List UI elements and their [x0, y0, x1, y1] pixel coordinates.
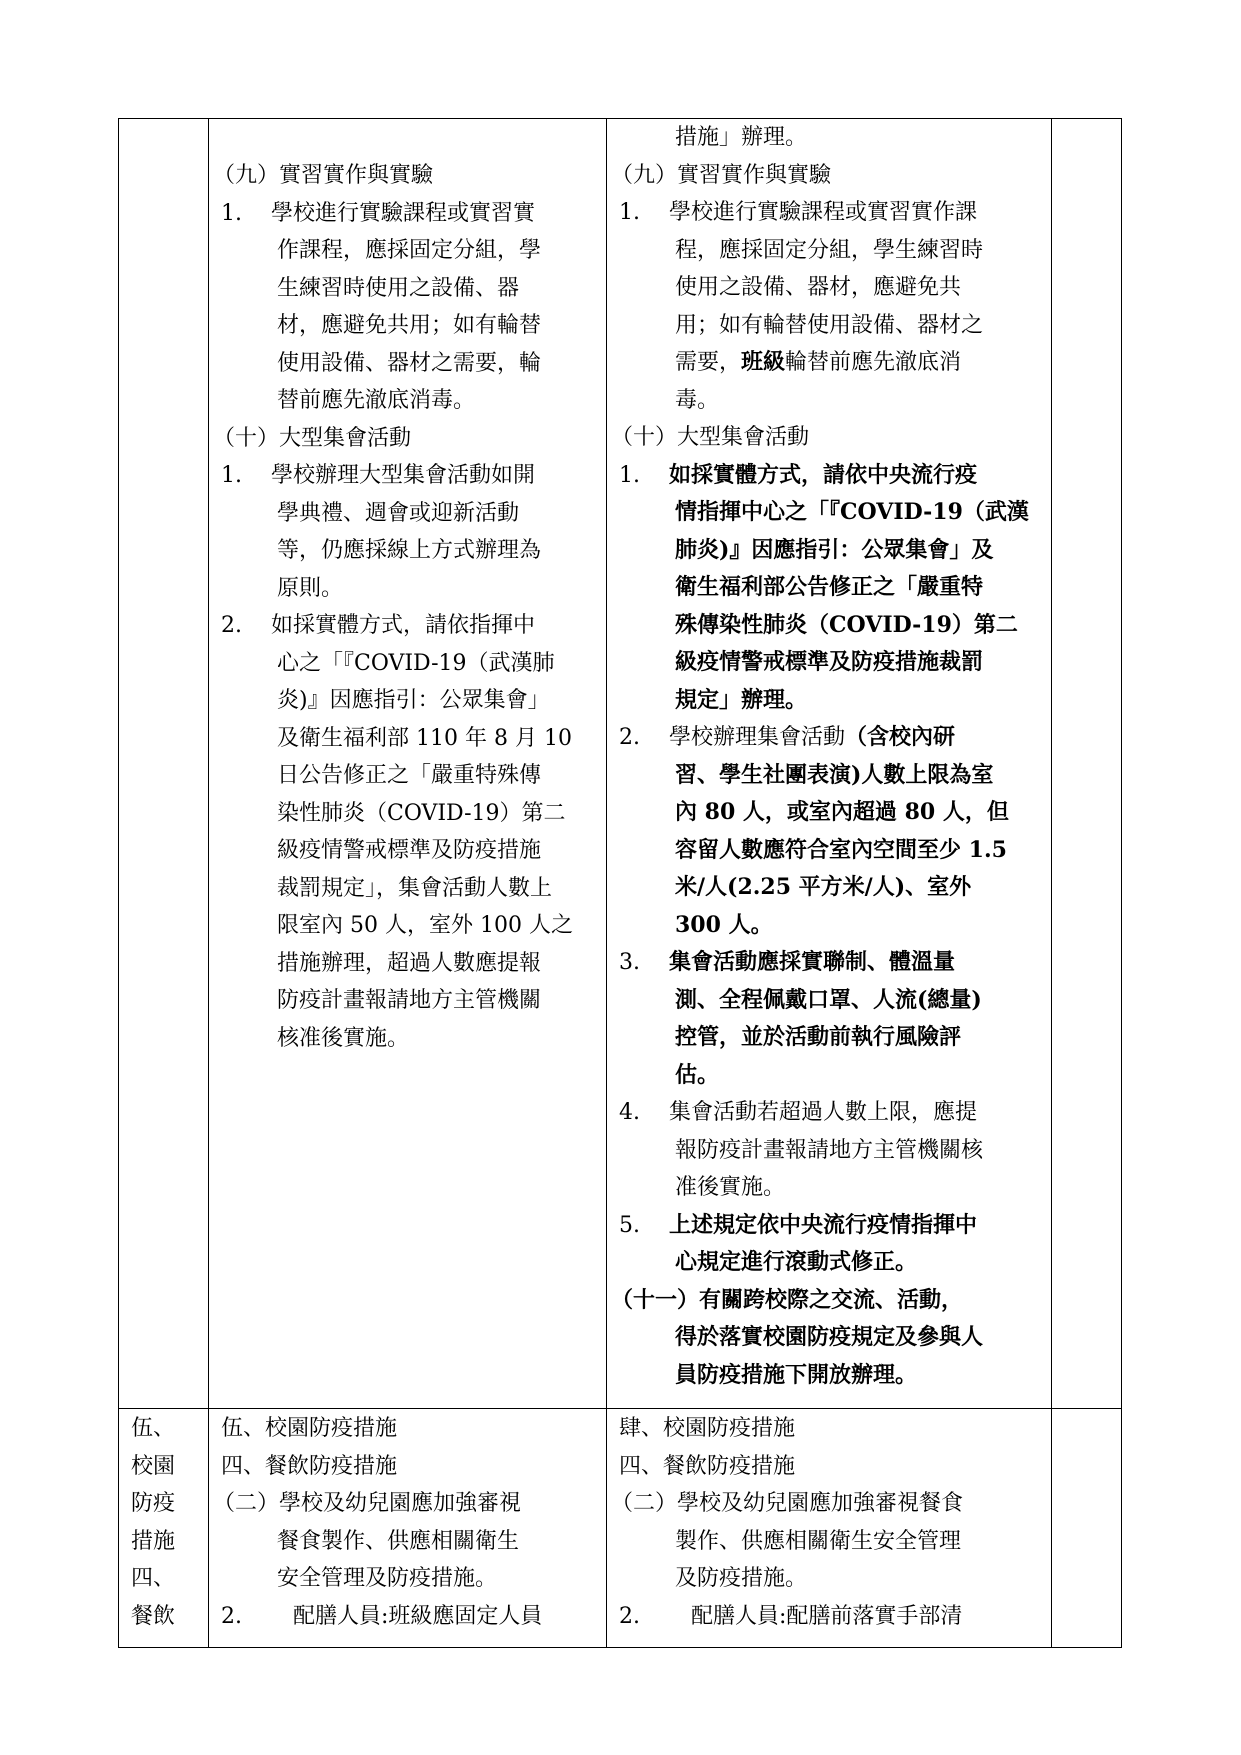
line-text: 員防疫措施下開放辦理。 — [675, 1361, 918, 1388]
text-line — [209, 720, 606, 758]
text-line — [209, 1410, 606, 1448]
line-text: 核准後實施。 — [277, 1025, 410, 1051]
text-line — [209, 495, 606, 533]
line-text: 估。 — [675, 1061, 720, 1088]
text-line — [607, 719, 1051, 757]
text-line — [209, 1560, 606, 1598]
text-line — [209, 345, 606, 383]
line-text: （十）大型集會活動 — [611, 425, 810, 450]
text-line — [607, 1319, 1051, 1357]
text-line — [607, 194, 1051, 232]
text-line — [607, 682, 1051, 720]
text-line — [607, 1357, 1051, 1395]
line-text: 炎)』因應指引：公眾集會」 — [277, 688, 550, 713]
text-line — [607, 1598, 1051, 1636]
bold-text: 班級 — [741, 349, 786, 375]
line-text: 防疫計畫報請地方主管機關 — [277, 988, 542, 1013]
text-line — [607, 1410, 1051, 1448]
line-text: 300 人。 — [675, 911, 773, 938]
line-text: 限室內 50 人，室外 100 人之 — [277, 913, 573, 938]
item-number: 5. — [619, 1212, 640, 1238]
item-number: 4. — [619, 1100, 640, 1125]
text-line — [607, 232, 1051, 270]
table-row — [119, 119, 1122, 1409]
line-text: 作課程，應採固定分組，學 — [277, 238, 542, 263]
text-line — [209, 307, 606, 345]
text-line — [209, 795, 606, 833]
text-line — [209, 757, 606, 795]
line-text: 學校進行實驗課程或實習實 — [271, 200, 536, 226]
text-line — [209, 682, 606, 720]
item-number: 1. — [221, 200, 242, 226]
text-line — [209, 907, 606, 945]
line-text: 學典禮、週會或迎新活動 — [277, 500, 520, 526]
comparison-table — [118, 118, 1122, 1648]
text-line — [607, 1019, 1051, 1057]
section-label: 伍、 — [131, 1416, 176, 1441]
text-line — [209, 157, 606, 195]
text-line — [209, 607, 606, 645]
text-line — [607, 1485, 1051, 1523]
line-text: （十）大型集會活動 — [213, 425, 412, 451]
item-number: 2. — [619, 725, 640, 750]
text-line — [209, 1598, 606, 1636]
line-text: 措施」辦理。 — [675, 125, 808, 150]
note-cell — [1052, 1409, 1122, 1648]
text-line — [209, 532, 606, 570]
line-text: 生練習時使用之設備、器 — [277, 275, 520, 301]
text-line — [209, 232, 606, 270]
line-text: 學校辦理大型集會活動如開 — [271, 463, 536, 488]
label-cell — [119, 119, 209, 1409]
text-line — [607, 344, 1051, 382]
section-label: 四、 — [131, 1566, 176, 1591]
line-text: 衛生福利部公告修正之「嚴重特 — [675, 574, 984, 600]
line-text: 控管，並於活動前執行風險評 — [675, 1024, 962, 1050]
line-text: 等，仍應採線上方式辦理為 — [277, 538, 542, 563]
line-text: 用；如有輪替使用設備、器材之 — [675, 312, 984, 338]
line-text: 日公告修正之「嚴重特殊傳 — [277, 763, 542, 788]
text-line — [607, 307, 1051, 345]
text-line — [607, 644, 1051, 682]
line-text: 准後實施。 — [675, 1175, 786, 1200]
text-line — [209, 645, 606, 683]
line-text: 習、學生社團表演)人數上限為室 — [675, 761, 994, 788]
line-text: 使用設備、器材之需要，輪 — [277, 350, 542, 376]
item-number: 2. — [221, 1603, 242, 1629]
line-text: 肺炎)』因應指引：公眾集會」及 — [675, 536, 994, 563]
line-text: 報防疫計畫報請地方主管機關核 — [675, 1137, 984, 1163]
text-line — [607, 1207, 1051, 1245]
text-line — [607, 119, 1051, 157]
line-text: 肆、校園防疫措施 — [619, 1416, 796, 1441]
text-line — [607, 1448, 1051, 1486]
line-text: 得於落實校園防疫規定及參與人 — [675, 1324, 984, 1350]
text-line — [607, 569, 1051, 607]
line-text: （九）實習實作與實驗 — [213, 163, 434, 188]
line-text: 上述規定依中央流行疫情指揮中 — [669, 1211, 978, 1238]
line-text: 輪替前應先澈底消 — [785, 350, 962, 375]
text-line — [209, 382, 606, 420]
old-text-cell — [209, 119, 607, 1409]
line-text: 材，應避免共用；如有輪替 — [277, 313, 542, 338]
line-text: 伍、校園防疫措施 — [221, 1416, 398, 1441]
new-text-cell — [607, 1409, 1052, 1648]
text-line — [607, 944, 1051, 982]
line-text: 使用之設備、器材，應避免共 — [675, 275, 962, 300]
line-text: 級疫情警戒標準及防疫措施裁罰 — [675, 649, 984, 675]
line-text: 染性肺炎（COVID-19）第二 — [277, 800, 566, 826]
text-line — [607, 907, 1051, 945]
line-text: 四、餐飲防疫措施 — [221, 1453, 398, 1479]
line-text: 心規定進行滾動式修正。 — [675, 1249, 918, 1275]
bold-text: （含校內研 — [845, 724, 956, 750]
line-text: （二）學校及幼兒園應加強審視餐食 — [611, 1491, 964, 1516]
text-line — [209, 1020, 606, 1058]
line-text: 程，應採固定分組，學生練習時 — [675, 237, 984, 263]
line-text: 學校辦理集會活動 — [669, 725, 846, 750]
text-line — [209, 1448, 606, 1486]
text-line — [607, 457, 1051, 495]
text-line — [607, 1057, 1051, 1095]
line-text: 安全管理及防疫措施。 — [277, 1566, 498, 1591]
text-line — [209, 270, 606, 308]
section-label: 防疫 — [131, 1491, 176, 1516]
item-number: 1. — [221, 463, 242, 488]
line-text: 如採實體方式，請依指揮中 — [271, 613, 536, 638]
line-text: 容留人數應符合室內空間至少 1.5 — [675, 836, 1007, 863]
line-text: 四、餐飲防疫措施 — [619, 1453, 796, 1479]
text-line — [607, 1282, 1051, 1320]
text-line — [209, 420, 606, 458]
line-text: 集會活動應採實聯制、體溫量 — [669, 949, 956, 975]
line-text: （九）實習實作與實驗 — [611, 162, 832, 188]
text-line — [209, 945, 606, 983]
text-line — [607, 532, 1051, 570]
line-text: 裁罰規定」，集會活動人數上 — [277, 875, 553, 901]
text-line — [607, 269, 1051, 307]
text-line — [607, 607, 1051, 645]
section-label: 餐飲 — [131, 1603, 176, 1629]
note-cell — [1052, 119, 1122, 1409]
text-line — [607, 1244, 1051, 1282]
text-line — [607, 494, 1051, 532]
text-line — [607, 157, 1051, 195]
line-text: 措施辦理，超過人數應提報 — [277, 950, 542, 976]
text-line — [607, 1523, 1051, 1561]
line-text: 集會活動若超過人數上限，應提 — [669, 1100, 978, 1125]
text-line — [607, 1094, 1051, 1132]
line-text: 需要， — [675, 350, 742, 375]
line-text: 級疫情警戒標準及防疫措施 — [277, 838, 542, 863]
line-text: 測、全程佩戴口罩、人流(總量) — [675, 986, 982, 1013]
section-label: 措施 — [131, 1528, 176, 1554]
text-line — [607, 869, 1051, 907]
item-number: 2. — [619, 1603, 640, 1629]
line-text: 配膳人員:班級應固定人員 — [293, 1603, 543, 1629]
line-text: 殊傳染性肺炎（COVID-19）第二 — [675, 611, 1018, 638]
line-text: 米/人(2.25 平方米/人)、室外 — [675, 874, 972, 900]
line-text: 如採實體方式，請依中央流行疫 — [669, 461, 978, 488]
line-text: 及防疫措施。 — [675, 1566, 808, 1591]
line-text: 替前應先澈底消毒。 — [277, 388, 476, 413]
text-line — [607, 832, 1051, 870]
old-text-cell — [209, 1409, 607, 1648]
line-text: 製作、供應相關衛生安全管理 — [675, 1528, 962, 1554]
text-line — [209, 870, 606, 908]
line-text: 內 80 人，或室內超過 80 人，但 — [675, 799, 1009, 825]
text-line — [209, 457, 606, 495]
text-line — [209, 570, 606, 608]
line-text: 及衛生福利部 110 年 8 月 10 — [277, 725, 572, 751]
text-line — [607, 382, 1051, 420]
line-text: （十一）有關跨校際之交流、活動， — [611, 1286, 964, 1313]
text-line — [209, 1523, 606, 1561]
text-line — [209, 832, 606, 870]
text-line — [607, 1169, 1051, 1207]
text-line — [607, 419, 1051, 457]
line-text: 情指揮中心之「『COVID-19（武漢 — [675, 499, 1029, 525]
line-text: 配膳人員:配膳前落實手部清 — [691, 1603, 963, 1629]
text-line — [607, 794, 1051, 832]
section-label: 校園 — [131, 1453, 176, 1479]
text-line — [607, 982, 1051, 1020]
line-text: 學校進行實驗課程或實習實作課 — [669, 200, 978, 225]
new-text-cell — [607, 119, 1052, 1409]
text-line — [607, 1560, 1051, 1598]
label-cell — [119, 1409, 209, 1648]
text-line — [607, 1132, 1051, 1170]
text-line — [209, 1485, 606, 1523]
line-text: 心之「『COVID-19（武漢肺 — [277, 650, 555, 676]
text-line — [209, 982, 606, 1020]
item-number: 2. — [221, 613, 242, 638]
line-text: 原則。 — [277, 575, 344, 601]
line-text: （二）學校及幼兒園應加強審視 — [213, 1491, 522, 1516]
text-line — [607, 757, 1051, 795]
text-line — [209, 195, 606, 233]
line-text: 餐食製作、供應相關衛生 — [277, 1528, 520, 1554]
item-number: 1. — [619, 200, 640, 225]
item-number: 1. — [619, 462, 640, 488]
line-text: 毒。 — [675, 387, 720, 413]
line-text: 規定」辦理。 — [675, 686, 808, 713]
item-number: 3. — [619, 950, 640, 975]
table-row — [119, 1409, 1122, 1648]
